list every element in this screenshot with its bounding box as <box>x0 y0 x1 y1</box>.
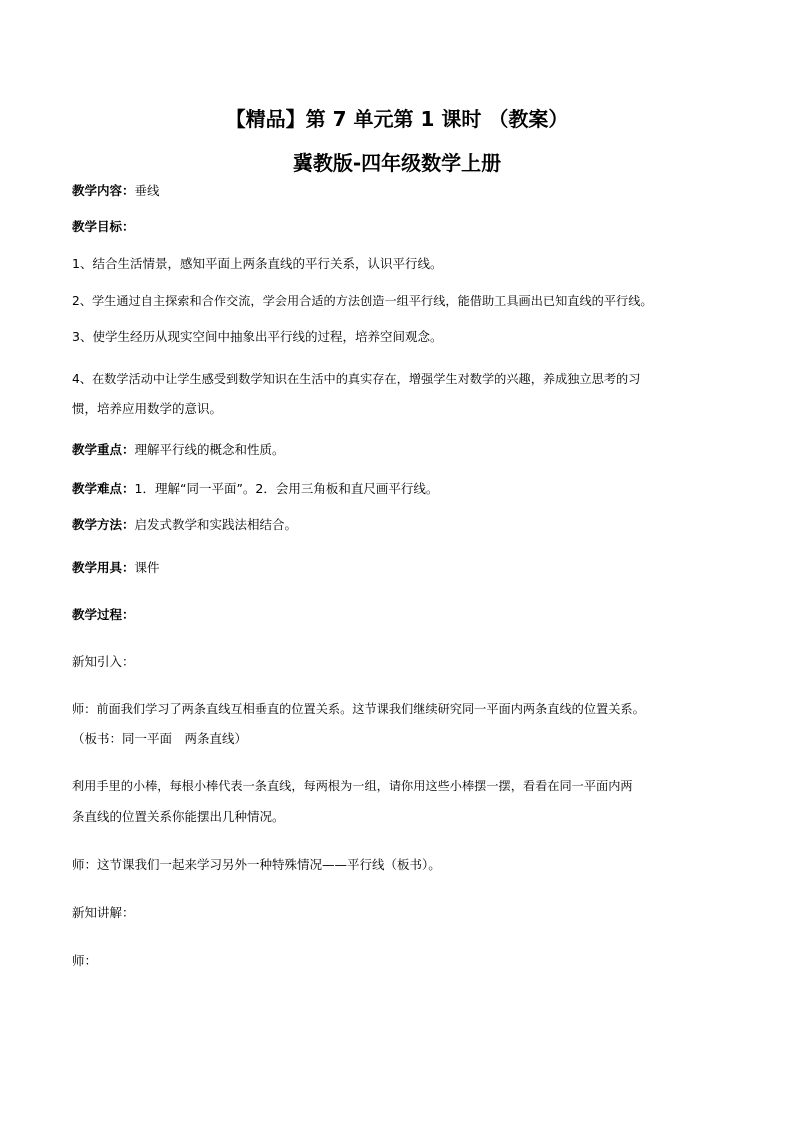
goal-4-line-1: 4、在数学活动中让学生感受到数学知识在生活中的真实存在，增强学生对数学的兴趣，养成独立思考的习 <box>72 372 641 386</box>
document-subtitle: 冀教版-四年级数学上册 <box>292 151 502 175</box>
activity-paragraph-line-2: 条直线的位置关系你能摆出几种情况。 <box>72 809 285 824</box>
teaching-method-value: 启发式教学和实践法相结合。 <box>134 517 298 532</box>
teaching-goals-heading <box>72 218 135 236</box>
document-title: 【精品】第 7 单元第 1 课时 （教案） <box>225 107 569 131</box>
teaching-tools-label: 教学用具： <box>72 560 135 575</box>
teaching-process-label: 教学过程： <box>72 607 135 622</box>
teaching-difficulty-label: 教学难点： <box>72 481 135 496</box>
teaching-difficulty <box>72 480 438 498</box>
teaching-method <box>72 516 297 534</box>
teaching-tools <box>72 559 160 577</box>
teaching-goals-label: 教学目标： <box>72 219 135 234</box>
teacher-paragraph-2: 师：这节课我们一起来学习另外一种特殊情况——平行线（板书）。 <box>72 857 441 872</box>
teaching-content <box>72 182 160 200</box>
explain-heading: 新知讲解： <box>72 905 135 920</box>
goal-4-line-2: 惯，培养应用数学的意识。 <box>72 401 223 416</box>
teaching-tools-value: 课件 <box>134 560 160 575</box>
teaching-difficulty-value: 1．理解“同一平面”。2．会用三角板和直尺画平行线。 <box>134 481 439 496</box>
teaching-key-point <box>72 441 285 459</box>
teacher-paragraph-1-line-2: （板书：同一平面 两条直线） <box>72 731 248 746</box>
teaching-content-label: 教学内容： <box>72 183 135 198</box>
intro-heading: 新知引入： <box>72 654 135 669</box>
activity-paragraph-line-1: 利用手里的小棒，每根小棒代表一条直线，每两根为一组，请你用这些小棒摆一摆，看看在同一平面内两 <box>72 779 633 793</box>
teaching-content-value: 垂线 <box>134 183 160 198</box>
teaching-key-point-value: 理解平行线的概念和性质。 <box>134 442 285 457</box>
goal-2: 2、学生通过自主探索和合作交流，学会用合适的方法创造一组平行线，能借助工具画出已知直线的平行线。 <box>72 294 653 308</box>
teacher-paragraph-1-line-1: 师：前面我们学习了两条直线互相垂直的位置关系。这节课我们继续研究同一平面内两条直线的位置关系。 <box>72 702 645 716</box>
teaching-key-point-label: 教学重点： <box>72 442 135 457</box>
teaching-method-label: 教学方法： <box>72 517 135 532</box>
teacher-paragraph-3: 师： <box>72 953 98 968</box>
goal-1: 1、结合生活情景，感知平面上两条直线的平行关系，认识平行线。 <box>72 256 443 271</box>
teaching-process-heading <box>72 606 135 624</box>
goal-3: 3、使学生经历从现实空间中抽象出平行线的过程，培养空间观念。 <box>72 329 443 344</box>
